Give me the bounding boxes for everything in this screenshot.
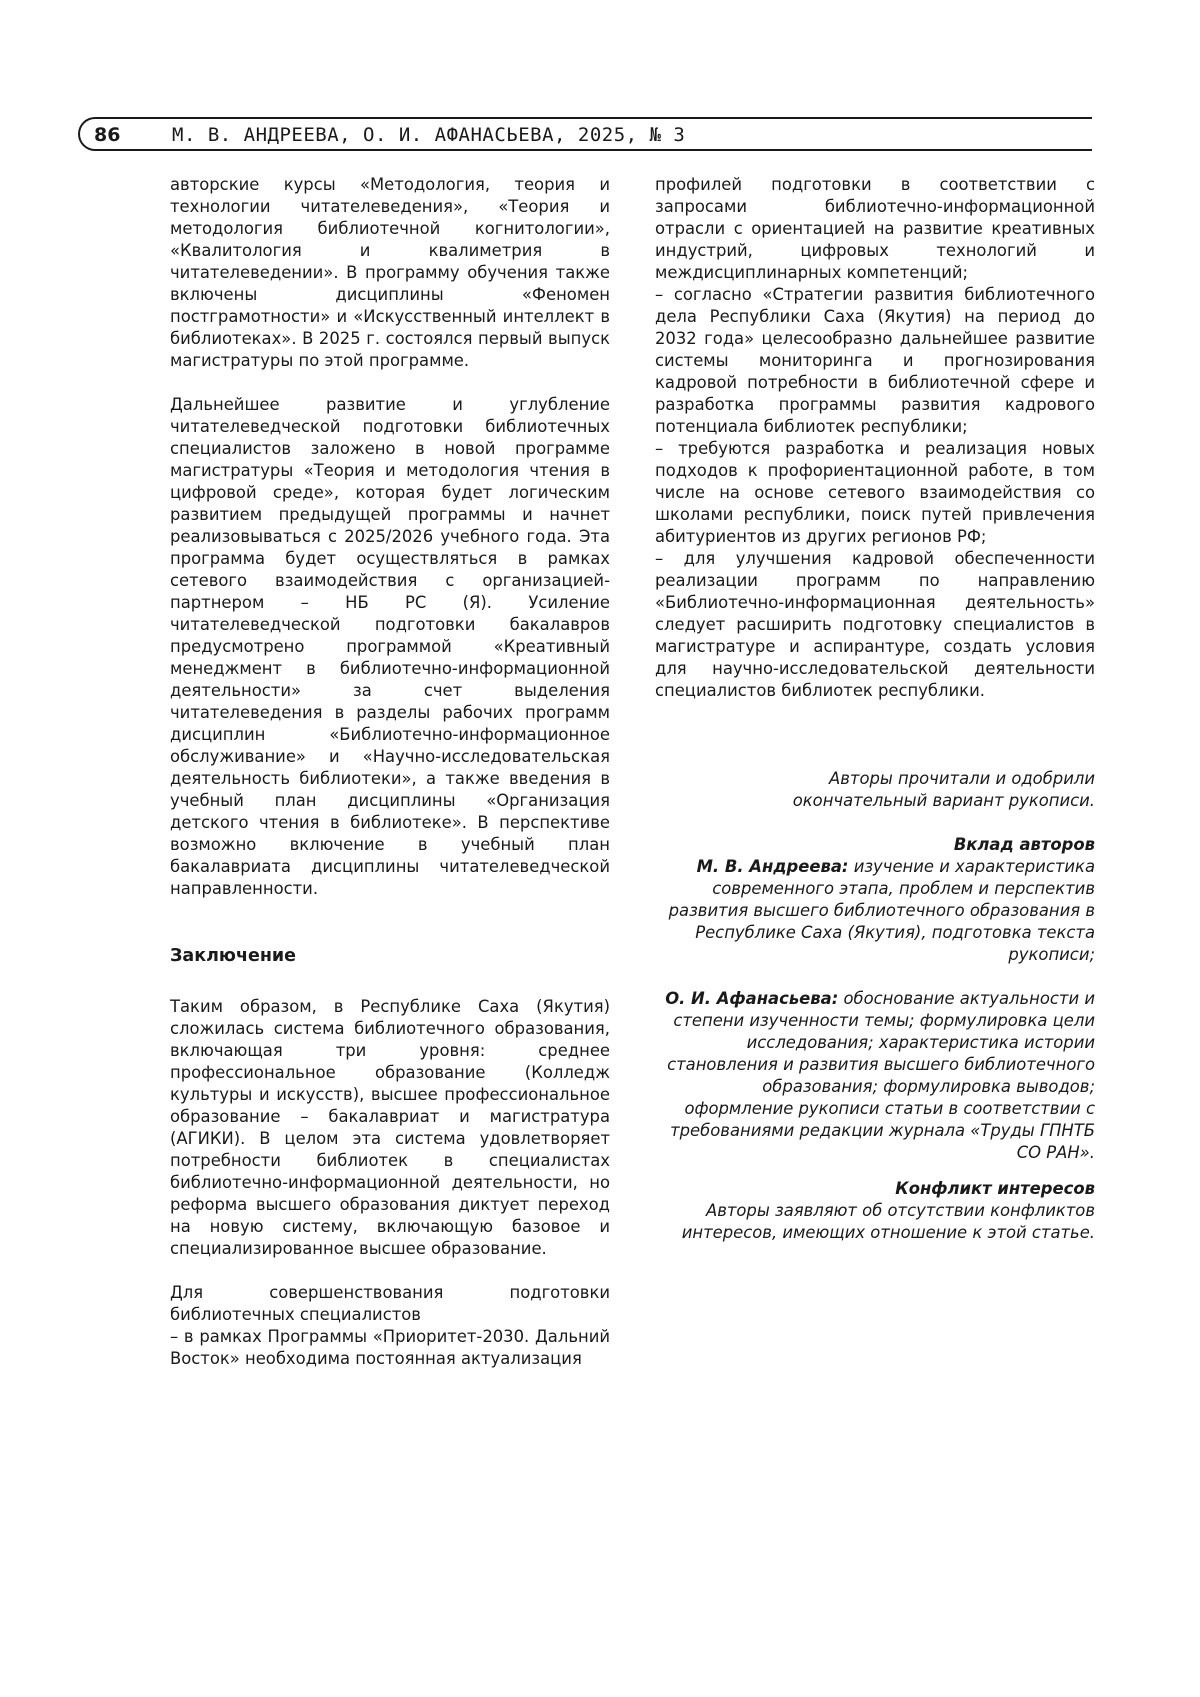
contributions-title: Вклад авторов bbox=[953, 835, 1095, 854]
left-paragraph-2: Дальнейшее развитие и углубление читателеведческой подготовки библиотечных специалистов заложено в новой программе магистратуры «Теория и методология чтения в цифровой среде», которая будет логическим развитием предыдущей программы и начнет реализовываться с 2025/2026 учебного года. Эта программа будет осуществляться в рамках сетевого взаимодействия с организацией-партнером – НБ РС (Я). Усиление читателеведческой подготовки бакалавров предусмотрено программой «Креативный менеджмент в библиотечно-информационной деятельности» за счет выделения читателеведения в разделы рабочих программ дисциплин «Библиотечно-информационное обслуживание» и «Научно-исследовательская деятельность библиотеки», а также введения в учебный план дисциплины «Организация детского чтения в библиотеке». В перспективе возможно включение в учебный план бакалавриата дисциплины читателеведческой направленности. bbox=[170, 395, 610, 898]
author2-text: обоснование актуальности и степени изученности темы; формулировка цели исследования; характеристика истории становления и развития высшего библиотечного образования; формулировка выводов; оформление рукописи статьи в соответствии с требованиями редакции журнала «Труды ГПНТБ СО РАН». bbox=[667, 989, 1095, 1162]
conflict-text: Авторы заявляют об отсутствии конфликтов интересов, имеющих отношение к этой статье. bbox=[681, 1201, 1095, 1242]
left-paragraph-5: – в рамках Программы «Приоритет-2030. Дальний Восток» необходима постоянная актуализация bbox=[170, 1327, 610, 1368]
conflict-of-interest bbox=[655, 1178, 1095, 1244]
left-paragraph-3: Таким образом, в Республике Саха (Якутия) сложилась система библиотечного образования, включающая три уровня: среднее профессиональное образование (Колледж культуры и искусств), высшее профессиональное образование – бакалавриат и магистратура (АГИКИ). В целом эта система удовлетворяет потребности библиотек в специалистах библиотечно-информационной деятельности, но реформа высшего образования диктует переход на новую систему, включающую базовое и специализированное высшее образование. bbox=[170, 997, 610, 1258]
left-column bbox=[170, 174, 610, 1370]
right-paragraph-1: профилей подготовки в соответствии с запросами библиотечно-информационной отрасли с ориентацией на развитие креативных индустрий, цифровых технологий и междисциплинарных компетенций; bbox=[655, 175, 1095, 282]
author1-name: М. В. Андреева: bbox=[696, 857, 849, 876]
approval-note bbox=[655, 768, 1095, 812]
author2-name: О. И. Афанасьева: bbox=[665, 989, 839, 1008]
right-column bbox=[655, 174, 1095, 702]
author-contributions bbox=[655, 834, 1095, 1164]
author1-contribution bbox=[655, 856, 1095, 966]
right-paragraph-4: – для улучшения кадровой обеспеченности реализации программ по направлению «Библиотечно-информационная деятельность» следует расширить подготовку специалистов в магистратуре и аспирантуре, создать условия для научно-исследовательской деятельности специалистов библиотек республики. bbox=[655, 549, 1095, 700]
approval-line-2: окончательный вариант рукописи. bbox=[792, 791, 1095, 810]
section-heading-conclusion: Заключение bbox=[170, 946, 297, 966]
author2-contribution bbox=[655, 988, 1095, 1164]
running-title: М. В. АНДРЕЕВА, О. И. АФАНАСЬЕВА, 2025, № 3 bbox=[172, 124, 686, 146]
right-paragraph-2: – согласно «Стратегии развития библиотечного дела Республики Саха (Якутия) на период до 2032 года» целесообразно дальнейшее развитие системы мониторинга и прогнозирования кадровой потребности в библиотечной сфере и разработка программы развития кадрового потенциала библиотек республики; bbox=[655, 285, 1095, 436]
left-paragraph-4: Для совершенствования подготовки библиотечных специалистов bbox=[170, 1283, 610, 1324]
page-number: 86 bbox=[94, 124, 121, 146]
conflict-title: Конфликт интересов bbox=[895, 1179, 1095, 1198]
running-header bbox=[78, 117, 1092, 151]
right-paragraph-3: – требуются разработка и реализация новых подходов к профориентационной работе, в том числе на основе сетевого взаимодействия со школами республики, поиск путей привлечения абитуриентов из других регионов РФ; bbox=[655, 439, 1095, 546]
left-paragraph-1: авторские курсы «Методология, теория и технологии читателеведения», «Теория и методология библиотечной когнитологии», «Квалитология и квалиметрия в читателеведении». В программу обучения также включены дисциплины «Феномен постграмотности» и «Искусственный интеллект в библиотеках». В 2025 г. состоялся первый выпуск магистратуры по этой программе. bbox=[170, 175, 610, 370]
author1-text: изучение и характеристика современного этапа, проблем и перспектив развития высшего библиотечного образования в Республике Саха (Якутия), подготовка текста рукописи; bbox=[668, 857, 1095, 964]
approval-line-1: Авторы прочитали и одобрили bbox=[829, 769, 1095, 788]
